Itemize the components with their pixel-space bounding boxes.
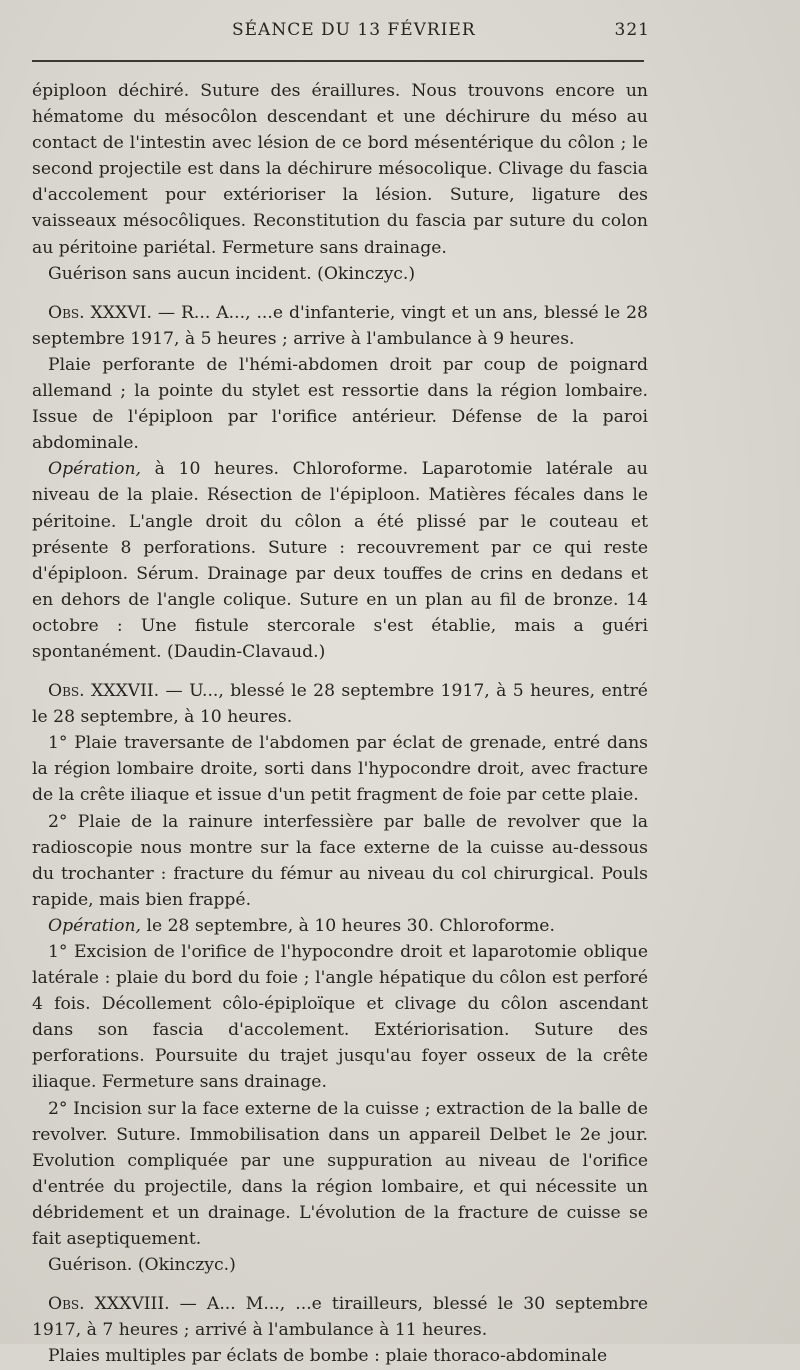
paragraph: 1° Excision de l'orifice de l'hypocondre droit et laparotomie oblique latérale : plaie du bord du foie ; l'angle hépatique du côlon est perforé 4 fois. Décollement côlo-épiploïque et clivage du côlon ascendant dans son fascia d'accolement. Extériorisation. Suture des perforations. Poursuite du trajet jusqu'au foyer osseux de la crête iliaque. Fermeture sans drainage.: [32, 942, 648, 1093]
paragraph: Plaies multiples par éclats de bombe : plaie thoraco-abdominale: [48, 1346, 608, 1367]
paragraph: Opération, à 10 heures. Chloroforme. Laparotomie latérale au niveau de la plaie. Résection de l'épiploon. Matières fécales dans le péritoine. L'angle droit du côlon a été plissé par le couteau et présente 8 perforations. Suture : recouvrement par ce qui reste d'épiploon. Sérum. Drainage par deux touffes de crins en dedans et en dehors de l'angle colique. Suture en un plan au fil de bronze. 14 octobre : Une fistule stercorale s'est établie, mais a guéri spontanément. (Daudin-Clavaud.): [32, 459, 648, 662]
paragraph: 1° Plaie traversante de l'abdomen par éclat de grenade, entré dans la région lombaire droite, sorti dans l'hypocondre droit, avec fracture de la crête iliaque et issue d'un petit fragment de foie par cette plaie.: [32, 733, 648, 806]
header-title: SÉANCE DU 13 FÉVRIER: [232, 20, 476, 40]
observation-heading-paragraph: Obs. XXXVI. — R... A..., ...e d'infanterie, vingt et un ans, blessé le 28 septembre 1917, à 5 heures ; arrive à l'ambulance à 9 heures.: [32, 302, 648, 349]
page-number: 321: [614, 20, 650, 40]
paragraph: épiploon déchiré. Suture des éraillures. Nous trouvons encore un hématome du mésocôlon descendant et une déchirure du méso au contact de l'intestin avec lésion de ce bord mésentérique du côlon ; le second projectile est dans la déchirure mésocolique. Clivage du fascia d'accolement pour extérioriser la lésion. Suture, ligature des vaisseaux mésocôliques. Reconstitution du fascia par suture du colon au péritoine pariétal. Fermeture sans drainage.: [32, 81, 648, 258]
observation-label: Obs. XXXVI.: [48, 302, 152, 323]
observation-heading-paragraph: Obs. XXXVIII. — A... M..., ...e tirailleurs, blessé le 30 septembre 1917, à 7 heures ; arrivé à l'ambulance à 11 heures.: [32, 1294, 648, 1341]
observation-label: Obs. XXXVIII.: [48, 1294, 170, 1315]
header-rule: [32, 60, 644, 62]
text-body: [32, 78, 648, 1370]
observation-label: Obs. XXXVII.: [48, 681, 160, 702]
paragraph: Opération, le 28 septembre, à 10 heures 30. Chloroforme.: [48, 915, 555, 936]
paragraph: Guérison. (Okinczyc.): [48, 1255, 236, 1276]
observation-heading-paragraph: Obs. XXXVII. — U..., blessé le 28 septembre 1917, à 5 heures, entré le 28 septembre, à 10 heures.: [32, 681, 648, 728]
paragraph: Guérison sans aucun incident. (Okinczyc.): [48, 263, 416, 284]
paragraph: 2° Plaie de la rainure interfessière par balle de revolver que la radioscopie nous montre sur la face externe de la cuisse au-dessous du trochanter : fracture du fémur au niveau du col chirurgical. Pouls rapide, mais bien frappé.: [32, 811, 648, 910]
paragraph: Plaie perforante de l'hémi-abdomen droit par coup de poignard allemand ; la pointe du stylet est ressortie dans la région lombaire. Issue de l'épiploon par l'orifice antérieur. Défense de la paroi abdominale.: [32, 354, 648, 454]
operation-label: Opération,: [48, 459, 142, 480]
running-header: [32, 20, 650, 46]
paragraph: 2° Incision sur la face externe de la cuisse ; extraction de la balle de revolver. Suture. Immobilisation dans un appareil Delbet le 2e jour. Evolution compliquée par une suppuration au niveau de l'orifice d'entrée du projectile, dans la région lombaire, et qui nécessite un débridement et un drainage. L'évolution de la fracture de cuisse se fait aseptiquement.: [32, 1098, 648, 1250]
operation-label: Opération,: [48, 915, 142, 936]
